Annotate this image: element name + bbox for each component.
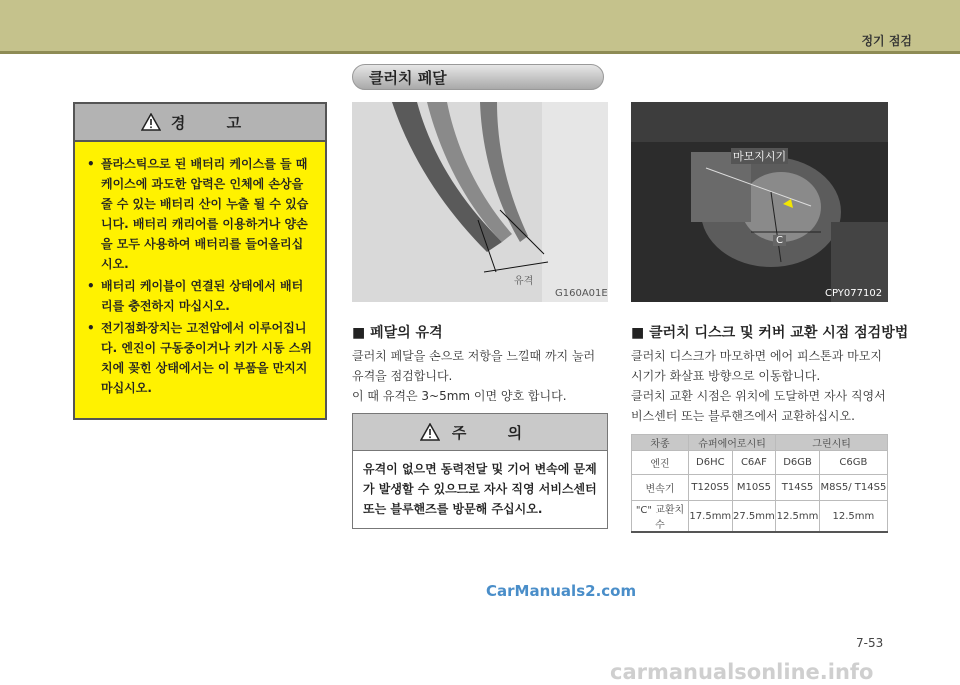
- warning-header: [75, 104, 325, 140]
- table-cell: 27.5mm: [732, 501, 776, 533]
- text-line: 가 발생할 수 있으므로 자사 직영 서비스센터: [363, 482, 597, 496]
- table-header-row: [632, 435, 888, 451]
- header-cell: 그린시티: [776, 435, 888, 451]
- figure1-code: G160A01E: [555, 288, 608, 299]
- table-cell: C6AF: [732, 451, 776, 475]
- caution-body: [353, 451, 607, 527]
- section-title: 클러치 페달: [352, 64, 604, 90]
- clutch-photo: [631, 102, 888, 302]
- watermark-link[interactable]: CarManuals2.com: [486, 582, 637, 600]
- table-cell: C6GB: [819, 451, 887, 475]
- table-cell: 12.5mm: [819, 501, 887, 533]
- wear-indicator-figure: [631, 102, 888, 302]
- text-line: 유격을 점검합니다.: [352, 369, 453, 383]
- table-cell: 17.5mm: [689, 501, 733, 533]
- banner-underline: [0, 51, 960, 54]
- section-header: 정기 점검: [861, 34, 912, 48]
- pedal-play-text: [352, 346, 612, 406]
- text-line: 또는 블루핸즈를 방문해 주십시오.: [363, 502, 543, 516]
- wear-indicator-label: 마모지시기: [733, 150, 787, 163]
- text-line: 시기가 화살표 방향으로 이동합니다.: [631, 369, 821, 383]
- table-cell: T120S5: [689, 475, 733, 501]
- text-line: 비스센터 또는 블루핸즈에서 교환하십시오.: [631, 409, 855, 423]
- caution-box: [352, 413, 608, 529]
- warning-body: [75, 142, 325, 418]
- warning-item: • 전기점화장치는 고전압에서 이루어집니다. 엔진이 구동중이거나 키가 시동 스위치에 꽂힌 상태에서는 이 부품을 만지지 마십시오.: [87, 318, 313, 398]
- dimension-c-label: C: [773, 235, 786, 246]
- table-cell: D6HC: [689, 451, 733, 475]
- text-line: 클러치 페달을 손으로 저항을 느낄때 까지 눌러: [352, 349, 596, 363]
- footer-watermark: carmanualsonline.info: [610, 660, 874, 684]
- warning-box: [73, 102, 327, 420]
- table-cell: D6GB: [776, 451, 820, 475]
- disc-check-text: [631, 346, 901, 426]
- play-label: 유격: [514, 276, 534, 287]
- table-row: [632, 475, 888, 501]
- clutch-spec-table: [631, 434, 888, 533]
- header-cell: 슈퍼에어로시티: [689, 435, 776, 451]
- table-cell: M8S5/ T14S5: [819, 475, 887, 501]
- pedal-illustration: [352, 102, 608, 302]
- pedal-play-heading: ■ 페달의 유격: [352, 325, 443, 341]
- text-line: 클러치 디스크가 마모하면 에어 피스톤과 마모지: [631, 349, 882, 363]
- top-banner: [0, 0, 960, 54]
- page-number: 7-53: [856, 636, 884, 650]
- pedal-play-figure: [352, 102, 608, 302]
- warning-item: • 플라스틱으로 된 배터리 케이스를 들 때 케이스에 과도한 압력은 인체에 손상을 줄 수 있는 배터리 산이 누출 될 수 있습니다. 배터리 캐리어를 이용하거나 양손을 모두 사용하여 배터리를 들어올리십시오.: [87, 154, 313, 274]
- table-row: [632, 451, 888, 475]
- table-row: [632, 501, 888, 533]
- caution-header: [353, 414, 607, 451]
- figure2-code: CPY077102: [825, 288, 883, 299]
- header-cell: 차종: [632, 435, 689, 451]
- caution-triangle-icon: [420, 423, 440, 441]
- warning-title: 경 고: [170, 113, 260, 132]
- text-line: 유격이 없으면 동력전달 및 기어 변속에 문제: [363, 462, 597, 476]
- table-cell: M10S5: [732, 475, 776, 501]
- table-cell: 변속기: [632, 475, 689, 501]
- caution-title: 주 의: [451, 423, 541, 442]
- table-cell: T14S5: [776, 475, 820, 501]
- table-cell: "C" 교환치수: [632, 501, 689, 533]
- warning-triangle-icon: [141, 113, 161, 131]
- warning-list: [87, 154, 313, 398]
- text-line: 클러치 교환 시점은 위치에 도달하면 자사 직영서: [631, 389, 886, 403]
- disc-check-heading: ■ 클러치 디스크 및 커버 교환 시점 점검방법: [631, 325, 909, 341]
- table-cell: 엔진: [632, 451, 689, 475]
- table-cell: 12.5mm: [776, 501, 820, 533]
- text-line: 이 때 유격은 3~5mm 이면 양호 합니다.: [352, 389, 567, 403]
- warning-item: • 배터리 케이블이 연결된 상태에서 배터리를 충전하지 마십시오.: [87, 276, 313, 316]
